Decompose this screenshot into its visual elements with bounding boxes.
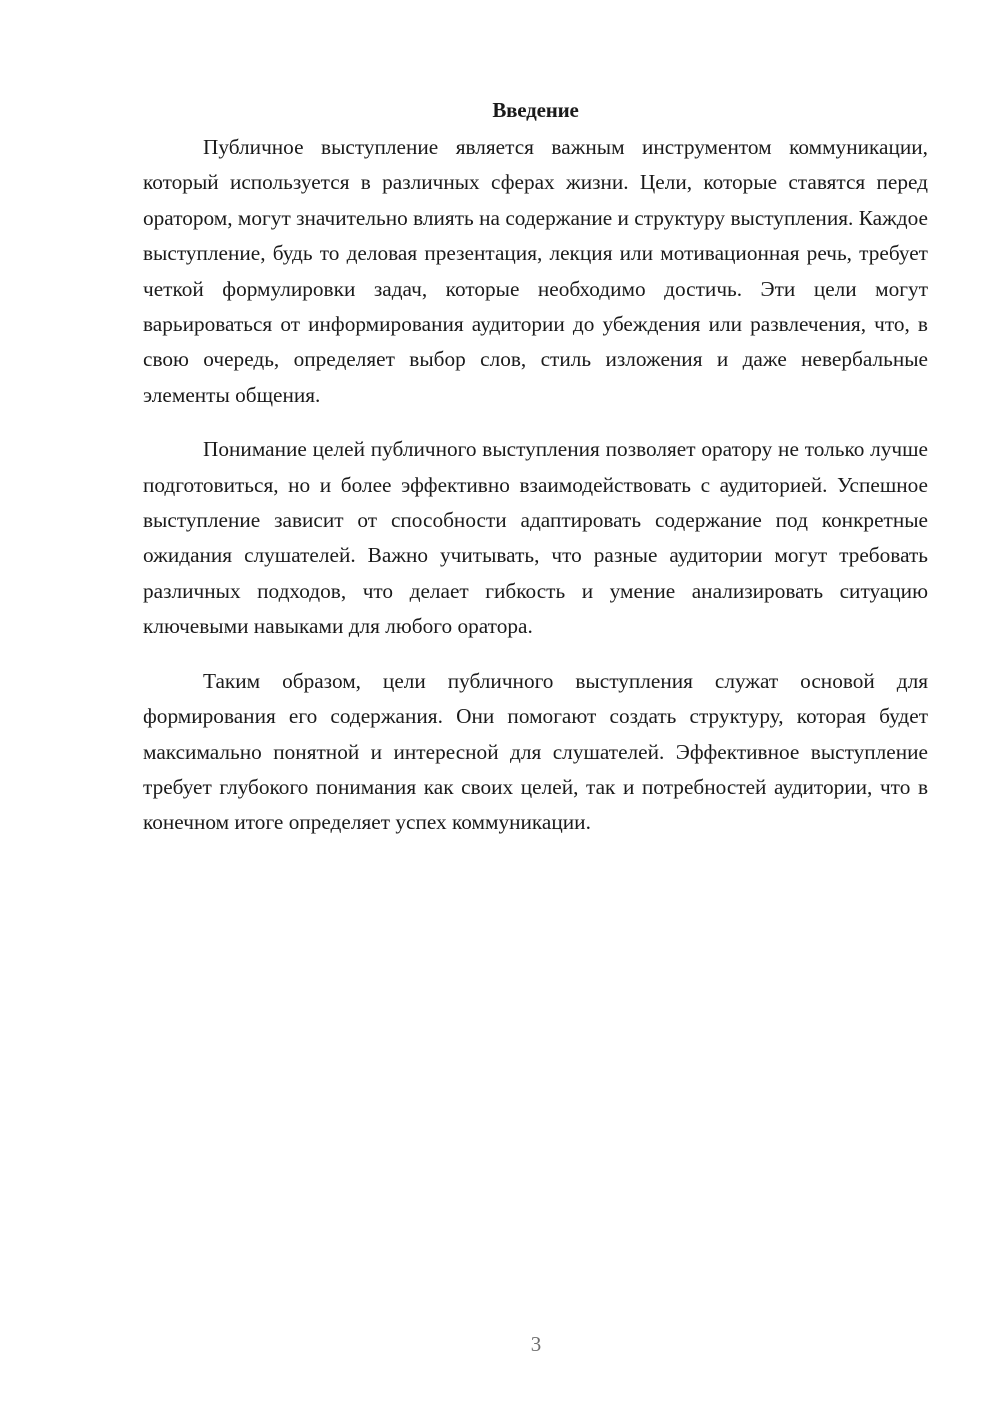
paragraph-3: Таким образом, цели публичного выступления служат основой для формирования его содержания. Они помогают создать структуру, которая будет максимально понятной и интересной для слушателей. Эффективное выступление требует глубокого понимания как своих целей, так и потребностей аудитории, что в конечном итоге определяет успех коммуникации. xyxy=(143,668,928,835)
page-content xyxy=(143,93,928,841)
paragraph-1: Публичное выступление является важным инструментом коммуникации, который используется в различных сферах жизни. Цели, которые ставятся перед оратором, могут значительно влиять на содержание и структуру выступления. Каждое выступление, будь то деловая презентация, лекция или мотивационная речь, требует четкой формулировки задач, которые необходимо достичь. Эти цели могут варьироваться от информирования аудитории до убеждения или развлечения, что, в свою очередь, определяет выбор слов, стиль изложения и даже невербальные элементы общения. xyxy=(143,135,928,407)
paragraph-2: Понимание целей публичного выступления позволяет оратору не только лучше подготовиться, но и более эффективно взаимодействовать с аудиторией. Успешное выступление зависит от способности адаптировать содержание под конкретные ожидания слушателей. Важно учитывать, что разные аудитории могут требовать различных подходов, что делает гибкость и умение анализировать ситуацию ключевыми навыками для любого оратора. xyxy=(143,437,928,639)
section-title: Введение xyxy=(492,98,579,122)
page-number: 3 xyxy=(530,1332,542,1356)
